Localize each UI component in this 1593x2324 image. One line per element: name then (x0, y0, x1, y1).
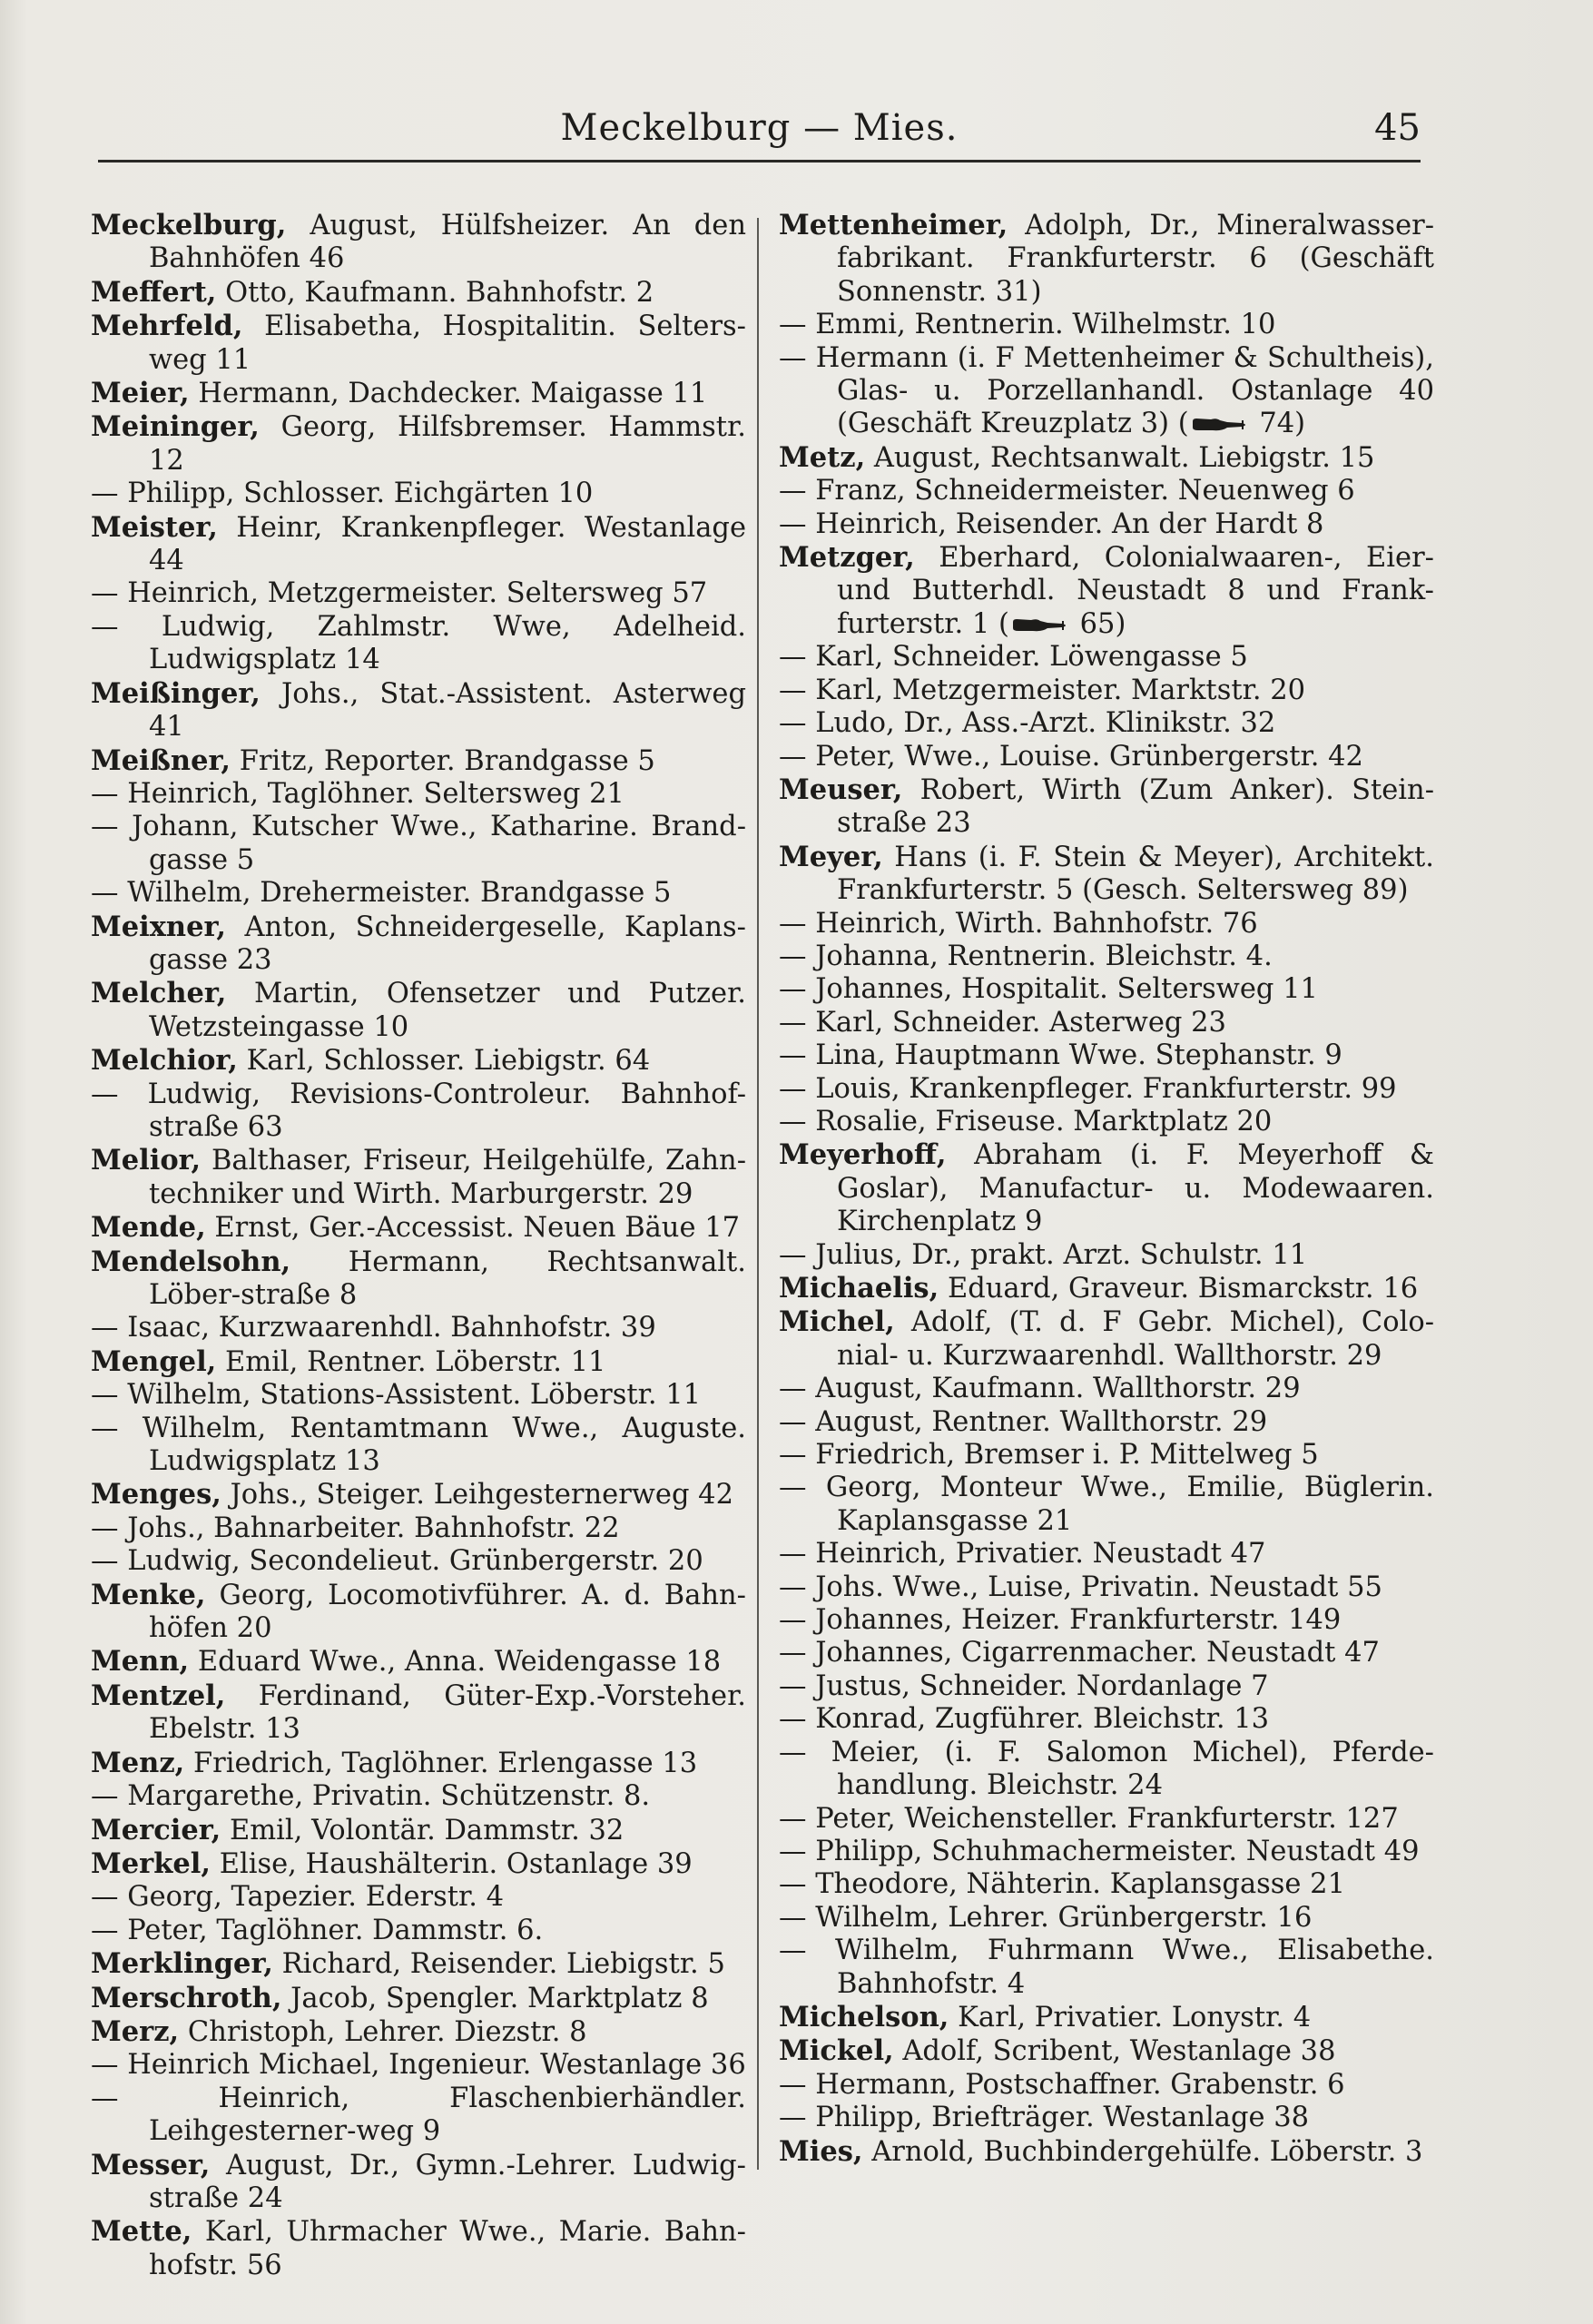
directory-entry (91, 2049, 746, 2082)
entry-dash: — (779, 1472, 807, 1504)
entry-dash: — (779, 1901, 807, 1934)
entry-details: Robert, Wirth (Zum Anker). Stein-straße 23 (837, 773, 1434, 840)
entry-dash: — (779, 907, 807, 940)
directory-entry (91, 1847, 746, 1881)
entry-details: Johannes, Cigarrenmacher. Neustadt 47 (815, 1637, 1380, 1669)
directory-entry (91, 811, 746, 877)
entry-surname: Mengel, (91, 1344, 217, 1378)
directory-entry (779, 2135, 1434, 2169)
entry-details: Heinr, Krankenpfleger. Westanlage 44 (149, 511, 746, 577)
entry-dash: — (779, 1935, 807, 1967)
entry-details: Heinrich, Flaschenbierhändler. Leihgesterner-weg 9 (149, 2082, 746, 2148)
entry-surname: Merz, (91, 2014, 180, 2048)
directory-entry (779, 1272, 1434, 1305)
entry-surname: Mentzel, (91, 1679, 226, 1712)
entry-details: Elise, Haushälterin. Ostanlage 39 (219, 1847, 693, 1880)
entry-details: Eduard, Graveur. Bismarckstr. 16 (947, 1273, 1419, 1305)
entry-details: Friedrich, Bremser i. P. Mittelweg 5 (815, 1439, 1319, 1472)
entry-dash: — (779, 1669, 807, 1702)
entry-surname: Meixner, (91, 910, 226, 943)
entry-details: Philipp, Schlosser. Eichgärten 10 (127, 478, 594, 510)
directory-entry (779, 1039, 1434, 1072)
entry-details: Julius, Dr., prakt. Arzt. Schulstr. 11 (815, 1238, 1308, 1271)
directory-entry (91, 744, 746, 778)
directory-entry (91, 1645, 746, 1679)
directory-entry (779, 973, 1434, 1006)
entry-details: Hermann, Postschaffner. Grabenstr. 6 (815, 2068, 1345, 2101)
entry-details: Adolf, (T. d. F Gebr. Michel), Colo-nial- u. Kurzwaarenhdl. Wallthorstr. 29 (837, 1306, 1434, 1372)
entry-dash: — (91, 478, 119, 510)
entry-dash: — (779, 1703, 807, 1736)
entry-surname: Meffert, (91, 275, 217, 309)
directory-entry (779, 1106, 1434, 1138)
directory-entry (779, 1571, 1434, 1604)
entry-surname: Merschroth, (91, 1981, 282, 2014)
entry-phone-number: 65) (1070, 607, 1126, 640)
entry-surname: Meininger, (91, 410, 260, 444)
entry-dash: — (779, 1571, 807, 1603)
entry-surname: Melchior, (91, 1044, 238, 1078)
entry-dash: — (91, 577, 119, 610)
entry-surname: Michaelis, (779, 1272, 939, 1305)
directory-entry (91, 577, 746, 610)
entry-dash: — (779, 1373, 807, 1405)
directory-entry (779, 541, 1434, 641)
entry-details: Johs. Wwe., Luise, Privatin. Neustadt 55 (815, 1571, 1382, 1603)
entry-details: Johann, Kutscher Wwe., Katharine. Brand-gasse 5 (132, 811, 746, 876)
entry-details: Karl, Metzgermeister. Marktstr. 20 (815, 674, 1306, 706)
entry-details: Christoph, Lehrer. Diezstr. 8 (187, 2015, 587, 2048)
entry-surname: Meuser, (779, 773, 903, 806)
entry-surname: Meyerhoff, (779, 1138, 947, 1172)
entry-dash: — (779, 1105, 807, 1137)
entry-details: Karl, Privatier. Lonystr. 4 (958, 2001, 1312, 2034)
directory-entry (91, 2215, 746, 2282)
entry-details: Philipp, Schuhmachermeister. Neustadt 49 (815, 1835, 1420, 1867)
entry-details: Johs., Bahnarbeiter. Bahnhofstr. 22 (127, 1512, 620, 1544)
entry-dash: — (779, 1006, 807, 1039)
entry-dash: — (91, 1545, 119, 1578)
directory-entry (779, 641, 1434, 674)
directory-entry (91, 677, 746, 744)
directory-entry (91, 377, 746, 410)
running-head (98, 107, 1421, 162)
entry-dash: — (779, 1604, 807, 1637)
directory-entry (779, 1836, 1434, 1868)
entry-surname: Menges, (91, 1478, 221, 1512)
entry-details: Ludwig, Zahlmstr. Wwe, Adelheid. Ludwigsplatz 14 (149, 610, 746, 676)
directory-entry (779, 342, 1434, 441)
entry-details: Abraham (i. F. Meyerhoff & Goslar), Manufactur- u. Modewaaren. Kirchenplatz 9 (837, 1139, 1434, 1238)
entry-details: Wilhelm, Rentamtmann Wwe., Auguste. Ludwigsplatz 13 (142, 1412, 746, 1478)
entry-dash: — (779, 1538, 807, 1571)
entry-details: Friedrich, Taglöhner. Erlengasse 13 (192, 1747, 698, 1779)
entry-surname: Mette, (91, 2215, 192, 2249)
directory-entry (779, 309, 1434, 341)
entry-dash: — (779, 341, 807, 374)
entry-dash: — (91, 1078, 119, 1110)
entry-details: Emil, Rentner. Löberstr. 11 (224, 1345, 606, 1378)
directory-entry (779, 1703, 1434, 1736)
entry-details: Ludwig, Secondelieut. Grünbergerstr. 20 (127, 1545, 703, 1578)
directory-entry (779, 1073, 1434, 1106)
entry-details: Heinrich, Taglöhner. Seltersweg 21 (127, 777, 624, 810)
entry-surname: Messer, (91, 2148, 211, 2181)
entry-details: Richard, Reisender. Liebigstr. 5 (281, 1948, 725, 1981)
entry-details: Heinrich, Reisender. An der Hardt 8 (815, 507, 1324, 540)
directory-entry (779, 441, 1434, 475)
directory-entry (779, 1406, 1434, 1439)
directory-entry (779, 1439, 1434, 1472)
entry-surname: Meyer, (779, 840, 883, 873)
directory-entry (91, 1679, 746, 1747)
directory-entry (91, 1982, 746, 2015)
entry-surname: Melior, (91, 1144, 202, 1177)
entry-details: Louis, Krankenpfleger. Frankfurterstr. 99 (815, 1072, 1397, 1105)
directory-entry (91, 778, 746, 811)
entry-surname: Menz, (91, 1746, 185, 1779)
directory-entry (779, 908, 1434, 940)
column-divider (757, 218, 759, 2170)
entry-details: Wilhelm, Fuhrmann Wwe., Elisabethe. Bahnhofstr. 4 (835, 1935, 1434, 2000)
entry-details: Johanna, Rentnerin. Bleichstr. 4. (815, 940, 1273, 972)
directory-entry (91, 1747, 746, 1780)
entry-dash: — (779, 973, 807, 1006)
directory-entry (91, 877, 746, 910)
entry-details: Johannes, Heizer. Frankfurterstr. 149 (815, 1604, 1342, 1637)
directory-entry (91, 1478, 746, 1512)
entry-dash: — (91, 2049, 119, 2082)
entry-surname: Meckelburg, (91, 209, 287, 241)
directory-entry (91, 1780, 746, 1813)
entry-dash: — (779, 1868, 807, 1901)
entry-dash: — (91, 1914, 119, 1946)
directory-entry (91, 511, 746, 578)
entry-dash: — (779, 940, 807, 972)
directory-entry (91, 1512, 746, 1545)
header-rule (98, 160, 1421, 162)
directory-entry (91, 209, 746, 276)
entry-details: Hermann (i. F Mettenheimer & Schultheis), Glas- u. Porzellanhandl. Ostanlage 40 (Geschäft Kreuzplatz 3) ( (815, 341, 1434, 440)
entry-details: August, Rentner. Wallthorstr. 29 (815, 1405, 1268, 1438)
entry-dash: — (91, 1379, 119, 1412)
directory-entry (779, 741, 1434, 773)
directory-entry (91, 1044, 746, 1078)
directory-entry (91, 977, 746, 1044)
entry-details: Karl, Schneider. Asterweg 23 (815, 1006, 1226, 1039)
directory-entry (91, 1078, 746, 1145)
entry-details: Meier, (i. F. Salomon Michel), Pferde-handlung. Bleichstr. 24 (831, 1736, 1434, 1802)
directory-entry (779, 2034, 1434, 2068)
entry-details: Fritz, Reporter. Brandgasse 5 (239, 744, 655, 777)
entry-details: Ludo, Dr., Ass.-Arzt. Klinikstr. 32 (815, 707, 1276, 740)
entry-details: Karl, Schlosser. Liebigstr. 64 (246, 1045, 651, 1078)
entry-dash: — (91, 1312, 119, 1344)
entry-surname: Michel, (779, 1305, 895, 1339)
directory-entry (91, 1814, 746, 1847)
entry-details: Elisabetha, Hospitalitin. Selters-weg 11 (149, 310, 746, 376)
running-title: Meckelburg — Mies. (560, 107, 959, 149)
directory-entry (779, 940, 1434, 973)
entry-surname: Meister, (91, 510, 218, 544)
entry-details: Karl, Uhrmacher Wwe., Marie. Bahn-hofstr. 56 (149, 2216, 746, 2281)
entry-details: Georg, Monteur Wwe., Emilie, Büglerin. Kaplansgasse 21 (825, 1472, 1434, 1537)
entry-surname: Michelson, (779, 2000, 949, 2034)
directory-entry (91, 1579, 746, 1646)
directory-entry (91, 911, 746, 978)
directory-entry (91, 1345, 746, 1379)
entry-dash: — (779, 1405, 807, 1438)
directory-entry (91, 1545, 746, 1578)
entry-details: Heinrich Michael, Ingenieur. Westanlage 36 (127, 2049, 746, 2082)
directory-entry (779, 707, 1434, 740)
entry-details: Franz, Schneidermeister. Neuenweg 6 (815, 475, 1355, 507)
entry-details: Wilhelm, Drehermeister. Brandgasse 5 (127, 877, 672, 910)
directory-entry (91, 2083, 746, 2149)
entry-details: Margarethe, Privatin. Schützenstr. 8. (127, 1780, 651, 1813)
directory-entry (91, 276, 746, 310)
directory-entry (779, 1604, 1434, 1637)
directory-entry (779, 2102, 1434, 2134)
left-column (91, 209, 746, 2282)
directory-entry (779, 1803, 1434, 1836)
entry-details: Johs., Steiger. Leihgesternerweg 42 (230, 1479, 733, 1512)
entry-details: August, Dr., Gymn.-Lehrer. Ludwig-straße 24 (149, 2149, 746, 2214)
entry-details: Arnold, Buchbindergehülfe. Löberstr. 3 (871, 2135, 1423, 2168)
entry-details: Peter, Wwe., Louise. Grünbergerstr. 42 (815, 740, 1363, 773)
entry-surname: Mies, (779, 2134, 863, 2168)
directory-entry (91, 1211, 746, 1245)
entry-details: Heinrich, Privatier. Neustadt 47 (815, 1538, 1266, 1571)
entry-dash: — (779, 1039, 807, 1072)
entry-details: Otto, Kaufmann. Bahnhofstr. 2 (225, 276, 654, 309)
right-column (779, 209, 1434, 2169)
directory-entry (91, 2149, 746, 2216)
entry-details: Adolf, Scribent, Westanlage 38 (902, 2035, 1336, 2068)
entry-surname: Metzger, (779, 541, 915, 575)
directory-entry (91, 310, 746, 377)
entry-details: Johs., Stat.-Assistent. Asterweg 41 (149, 677, 746, 743)
page-number: 45 (1374, 107, 1421, 149)
directory-entry (91, 1413, 746, 1479)
directory-entry (91, 2015, 746, 2049)
directory-entry (779, 1007, 1434, 1039)
directory-entry (779, 773, 1434, 841)
entry-details: Rosalie, Friseuse. Marktplatz 20 (815, 1105, 1273, 1137)
entry-details: Johannes, Hospitalit. Seltersweg 11 (815, 973, 1318, 1006)
entry-details: Heinrich, Metzgermeister. Seltersweg 57 (127, 577, 708, 610)
entry-details: Isaac, Kurzwaarenhdl. Bahnhofstr. 39 (127, 1312, 656, 1344)
entry-surname: Mickel, (779, 2034, 894, 2068)
entry-details: Justus, Schneider. Nordanlage 7 (815, 1669, 1269, 1702)
directory-entry (91, 410, 746, 478)
directory-entry (779, 1138, 1434, 1238)
entry-details: Emil, Volontär. Dammstr. 32 (229, 1814, 624, 1846)
entry-dash: — (91, 2082, 119, 2114)
directory-entry (779, 1670, 1434, 1703)
entry-dash: — (91, 877, 119, 910)
entry-dash: — (779, 674, 807, 706)
entry-dash: — (779, 740, 807, 773)
entry-dash: — (779, 507, 807, 540)
pointing-hand-icon (1011, 617, 1069, 634)
directory-entry (91, 1881, 746, 1914)
entry-surname: Menn, (91, 1645, 190, 1679)
directory-entry (91, 1246, 746, 1313)
entry-surname: Menke, (91, 1578, 206, 1611)
entry-details: Theodore, Nähterin. Kaplansgasse 21 (815, 1868, 1345, 1901)
entry-phone-number: 74) (1250, 408, 1306, 440)
pointing-hand-icon (1191, 417, 1249, 433)
entry-dash: — (779, 1802, 807, 1835)
entry-dash: — (779, 309, 807, 341)
directory-entry (779, 508, 1434, 541)
entry-dash: — (779, 1736, 807, 1768)
entry-details: Hans (i. F. Stein & Meyer), Architekt. Frankfurterstr. 5 (Gesch. Seltersweg 89) (837, 841, 1434, 907)
entry-details: Ernst, Ger.-Accessist. Neuen Bäue 17 (214, 1212, 740, 1245)
entry-details: Ludwig, Revisions-Controleur. Bahnhof-straße 63 (147, 1078, 746, 1143)
entry-dash: — (779, 1439, 807, 1472)
entry-dash: — (779, 1238, 807, 1271)
entry-details: Georg, Tapezier. Ederstr. 4 (127, 1881, 505, 1914)
entry-details: Georg, Hilfsbremser. Hammstr. 12 (149, 411, 746, 477)
directory-entry (779, 2001, 1434, 2034)
entry-dash: — (779, 2102, 807, 2134)
entry-dash: — (779, 1835, 807, 1867)
entry-dash: — (779, 1637, 807, 1669)
entry-surname: Merklinger, (91, 1947, 273, 1981)
directory-entry (91, 1144, 746, 1211)
directory-entry (779, 2069, 1434, 2102)
directory-entry (91, 478, 746, 510)
entry-dash: — (91, 1780, 119, 1813)
entry-dash: — (91, 811, 119, 843)
directory-entry (779, 1935, 1434, 2001)
entry-dash: — (91, 1412, 119, 1444)
directory-entry (91, 1947, 746, 1981)
directory-entry (779, 209, 1434, 309)
entry-dash: — (779, 641, 807, 674)
directory-entry (91, 1312, 746, 1344)
directory-entry (779, 1239, 1434, 1272)
entry-details: Karl, Schneider. Löwengasse 5 (815, 641, 1248, 674)
entry-dash: — (779, 1072, 807, 1105)
entry-details: Martin, Ofensetzer und Putzer. Wetzsteingasse 10 (149, 978, 746, 1043)
entry-details: Konrad, Zugführer. Bleichstr. 13 (815, 1703, 1270, 1736)
directory-entry (91, 1379, 746, 1412)
directory-entry (91, 611, 746, 677)
entry-surname: Melcher, (91, 977, 227, 1010)
entry-details: Eduard Wwe., Anna. Weidengasse 18 (197, 1646, 722, 1679)
entry-dash: — (779, 475, 807, 507)
entry-surname: Meißinger, (91, 676, 261, 710)
directory-entry (779, 1902, 1434, 1935)
entry-details: Adolph, Dr., Mineralwasser-fabrikant. Frankfurterstr. 6 (Geschäft Sonnenstr. 31) (837, 210, 1434, 308)
entry-details: Peter, Taglöhner. Dammstr. 6. (127, 1914, 544, 1946)
entry-surname: Mendelsohn, (91, 1245, 291, 1278)
directory-entry (779, 1868, 1434, 1901)
entry-surname: Mettenheimer, (779, 209, 1008, 241)
entry-surname: Metz, (779, 440, 866, 474)
entry-details: Hermann, Dachdecker. Maigasse 11 (198, 378, 708, 410)
entry-dash: — (91, 610, 119, 643)
entry-details: Lina, Hauptmann Wwe. Stephanstr. 9 (815, 1039, 1342, 1072)
entry-surname: Mehrfeld, (91, 310, 243, 343)
entry-details: August, Rechtsanwalt. Liebigstr. 15 (873, 441, 1375, 474)
directory-entry (779, 1737, 1434, 1803)
entry-surname: Merkel, (91, 1846, 211, 1880)
entry-details: Jacob, Spengler. Marktplatz 8 (290, 1982, 709, 2014)
entry-surname: Mercier, (91, 1813, 221, 1846)
entry-details: August, Hülfsheizer. An den Bahnhöfen 46 (149, 210, 746, 275)
directory-entry (779, 1637, 1434, 1669)
directory-entry (779, 1472, 1434, 1538)
entry-surname: Meißner, (91, 743, 231, 777)
entry-details: Emmi, Rentnerin. Wilhelmstr. 10 (815, 309, 1276, 341)
entry-surname: Mende, (91, 1211, 206, 1245)
entry-dash: — (91, 1512, 119, 1544)
entry-details: Philipp, Briefträger. Westanlage 38 (815, 2102, 1310, 2134)
entry-details: Hermann, Rechtsanwalt. Löber-straße 8 (149, 1246, 746, 1311)
entry-details: Anton, Schneidergeselle, Kaplans-gasse 23 (149, 911, 746, 976)
directory-entry (779, 1373, 1434, 1405)
directory-entry (779, 475, 1434, 507)
entry-details: Heinrich, Wirth. Bahnhofstr. 76 (815, 907, 1258, 940)
entry-details: Peter, Weichensteller. Frankfurterstr. 127 (815, 1802, 1399, 1835)
directory-entry (779, 1538, 1434, 1571)
entry-details: Georg, Locomotivführer. A. d. Bahn-höfen 20 (149, 1579, 746, 1645)
directory-entry (779, 675, 1434, 707)
entry-details: Ferdinand, Güter-Exp.-Vorsteher. Ebelstr. 13 (149, 1679, 746, 1746)
entry-dash: — (779, 707, 807, 740)
entry-details: Eberhard, Colonialwaaren-, Eier- und Butterhdl. Neustadt 8 und Frank-furterstr. 1 ( (837, 542, 1434, 640)
entry-details: Wilhelm, Stations-Assistent. Löberstr. 11 (127, 1379, 702, 1412)
entry-surname: Meier, (91, 377, 190, 410)
entry-details: Wilhelm, Lehrer. Grünbergerstr. 16 (815, 1901, 1313, 1934)
directory-entry (91, 1915, 746, 1947)
entry-details: Balthaser, Friseur, Heilgehülfe, Zahn-techniker und Wirth. Marburgerstr. 29 (149, 1145, 746, 1210)
entry-dash: — (91, 777, 119, 810)
directory-entry (779, 1305, 1434, 1373)
entry-dash: — (91, 1881, 119, 1914)
entry-dash: — (779, 2068, 807, 2101)
entry-details: August, Kaufmann. Wallthorstr. 29 (815, 1373, 1301, 1405)
directory-entry (779, 841, 1434, 908)
